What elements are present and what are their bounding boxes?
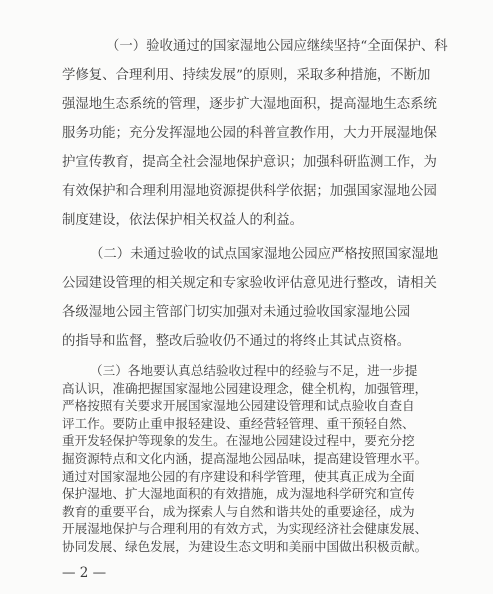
text-line: 护宣传教育，提高全社会湿地保护意识；加强科研监测工作，为	[62, 155, 437, 170]
text-line: 的指导和监督，整改后验收仍不通过的将终止其试点资格。	[62, 334, 411, 349]
text-line: 有效保护和合理利用湿地资源提供科学依据；加强国家湿地公园	[62, 184, 437, 199]
text-line: 掘资源特点和文化内涵，提高湿地公园品味，提高建设管理水平。	[62, 451, 428, 466]
text-line: 强湿地生态系统的管理，逐步扩大湿地面积，提高湿地生态系统	[62, 97, 437, 112]
text-line: 高认识，准确把握国家湿地公园建设理念，健全机构，加强管理，	[62, 380, 428, 396]
text-line: 评工作。要防止重申报轻建设、重经营轻管理、重干预轻自然、	[62, 415, 415, 431]
text-line: 服务功能；充分发挥湿地公园的科普宣教作用，大力开展湿地保	[62, 126, 437, 141]
text-line: 严格按照有关要求开展国家湿地公园建设管理和试点验收自查自	[62, 398, 415, 414]
text-line: 公园建设管理的相关规定和专家验收评估意见进行整改，请相关	[62, 276, 437, 291]
text-line: 协同发展、绿色发展，为建设生态文明和美丽中国做出积极贡献。	[62, 539, 428, 554]
text-line: 重开发轻保护等现象的发生。在湿地公园建设过程中，要充分挖	[62, 433, 415, 449]
text-line: 制度建设，依法保护相关权益人的利益。	[62, 213, 304, 228]
text-line: 开展湿地保护与合理利用的有效方式，为实现经济社会健康发展、	[62, 521, 428, 537]
text-line: （三）各地要认真总结验收过程中的经验与不足，进一步提	[90, 363, 418, 378]
text-line: （二）未通过验收的试点国家湿地公园应严格按照国家湿地	[90, 247, 439, 262]
page-number: — 2 —	[62, 565, 107, 581]
text-line: 各级湿地公园主管部门切实加强对未通过验收国家湿地公园	[62, 305, 411, 320]
text-line: 保护湿地、扩大湿地面积的有效措施，成为湿地科学研究和宣传	[62, 486, 415, 502]
text-line: 通过对国家湿地公园的有序建设和科学管理，使其真正成为全面	[62, 468, 415, 484]
text-line: 教育的重要平台，成为探索人与自然和谐共处的重要途径，成为	[62, 503, 415, 519]
text-line: 学修复、合理利用、持续发展”的原则，采取多种措施，不断加	[62, 68, 431, 83]
text-line: （一）验收通过的国家湿地公园应继续坚持“全面保护、科	[106, 39, 448, 54]
